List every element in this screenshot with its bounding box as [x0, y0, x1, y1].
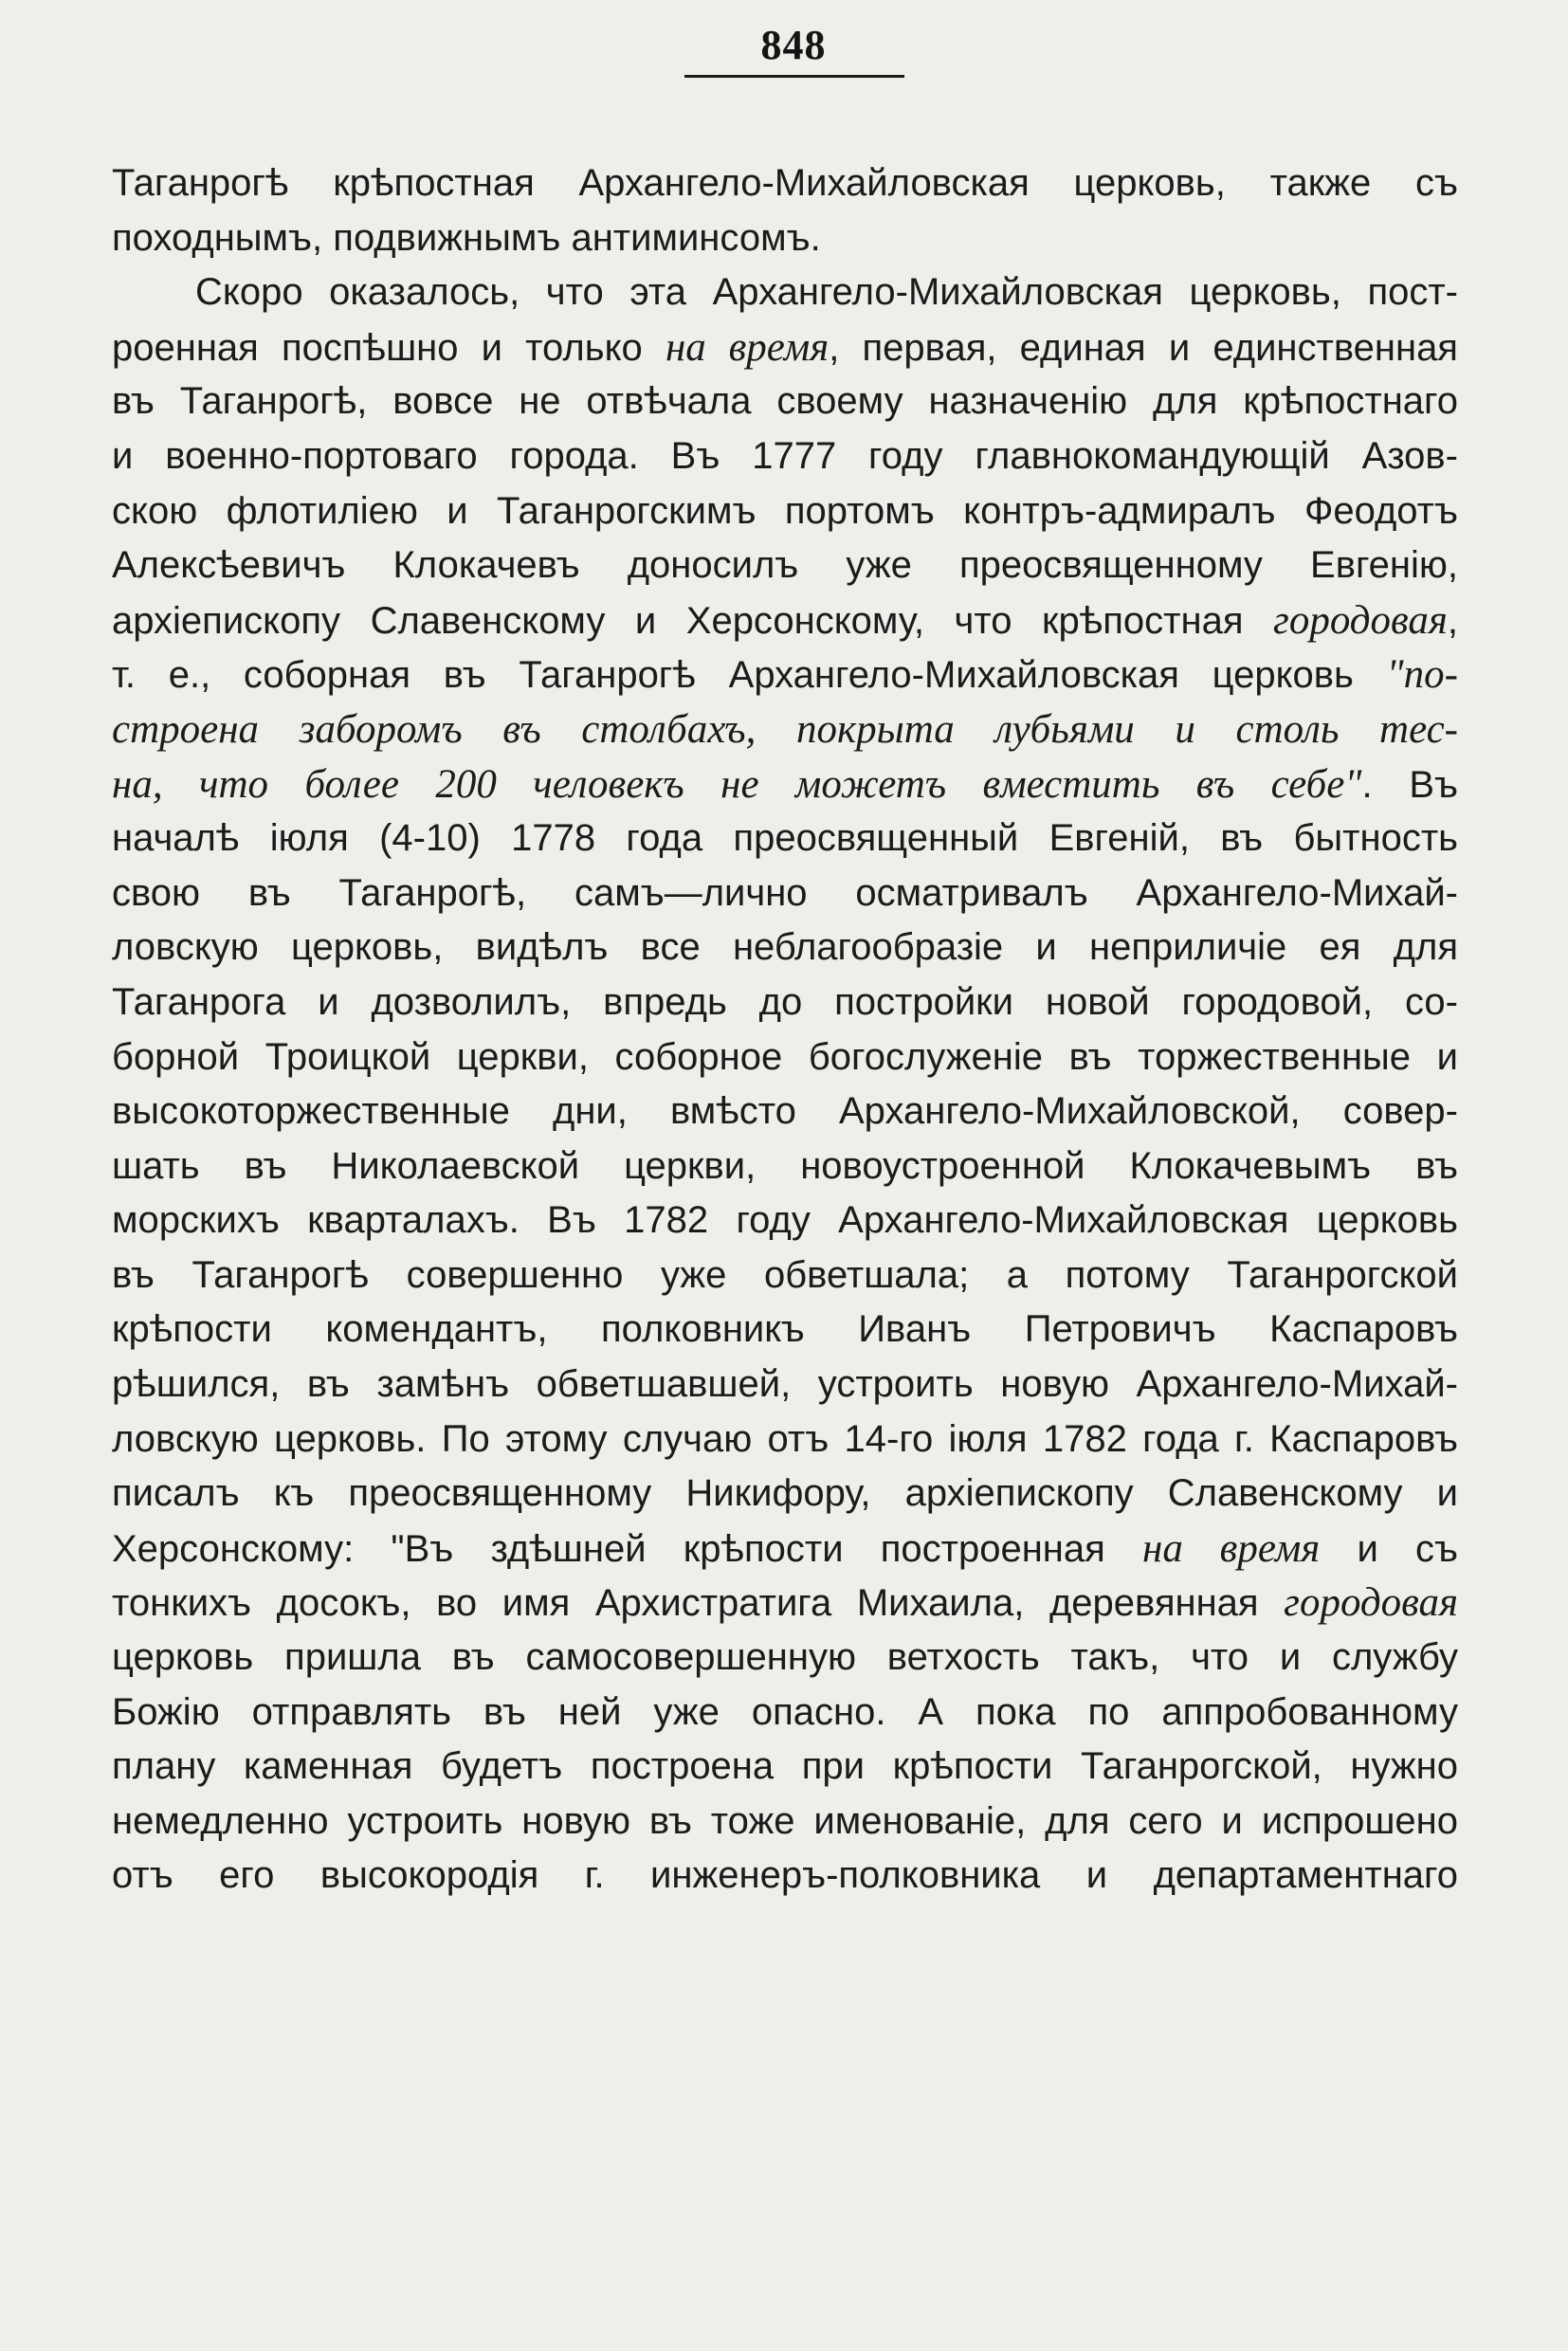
page-number: 848: [760, 22, 827, 68]
text-segment: крѣпости комендантъ, полковникъ Иванъ Петровичъ Каспаровъ: [112, 1308, 1458, 1351]
text-segment: немедленно устроить новую въ тоже именованіе, для сего и испрошено: [112, 1799, 1458, 1842]
italic-text: на, что более 200 человекъ не можетъ вместить въ себе": [112, 761, 1362, 807]
text-segment: борной Троицкой церкви, соборное богослуженіе въ торжественные и: [112, 1035, 1458, 1078]
text-line: [112, 975, 1458, 1030]
text-line: [112, 429, 1458, 484]
text-segment: рѣшился, въ замѣнъ обветшавшей, устроить новую Архангело-Михай-: [112, 1363, 1458, 1406]
text-segment: и военно-портоваго города. Въ 1777 году главнокомандующій Азов-: [112, 434, 1458, 477]
text-segment: походнымъ, подвижнымъ антиминсомъ.: [112, 216, 821, 259]
text-segment: въ Таганрогѣ, вовсе не отвѣчала своему назначенію для крѣпостнаго: [112, 380, 1458, 423]
text-segment: Херсонскому: "Въ здѣшней крѣпости построенная: [112, 1527, 1142, 1570]
italic-text: "по-: [1386, 652, 1458, 698]
text-segment: Скоро оказалось, что эта Архангело-Михайловская церковь, пост-: [195, 271, 1458, 314]
text-line: [112, 1139, 1458, 1194]
text-segment: скою флотиліею и Таганрогскимъ портомъ контръ-адмиралъ Феодотъ: [112, 489, 1458, 532]
text-line: [112, 1631, 1458, 1686]
text-line: [112, 647, 1458, 702]
body-text: [112, 156, 1458, 1904]
text-line: [112, 156, 1458, 211]
text-segment: Алексѣевичъ Клокачевъ доносилъ уже преосвященному Евгенію,: [112, 544, 1458, 587]
italic-text: на время: [665, 324, 830, 370]
text-line: [112, 1795, 1458, 1850]
text-line: [112, 265, 1458, 320]
text-line: [112, 1849, 1458, 1904]
italic-text: городовая: [1284, 1580, 1458, 1626]
text-segment: и съ: [1320, 1527, 1458, 1570]
text-line: [112, 484, 1458, 539]
text-line: [112, 1030, 1458, 1085]
text-line: [112, 320, 1458, 375]
italic-text: на время: [1142, 1525, 1321, 1571]
text-segment: высокоторжественные дни, вмѣсто Архангело-Михайловской, совер-: [112, 1090, 1458, 1133]
text-line: [112, 1412, 1458, 1467]
text-segment: т. е., соборная въ Таганрогѣ Архангело-Михайловская церковь: [112, 654, 1387, 697]
text-segment: шать въ Николаевской церкви, новоустроенной Клокачевымъ въ: [112, 1144, 1458, 1187]
text-segment: Таганрога и дозволилъ, впредь до постройки новой городовой, со-: [112, 980, 1458, 1023]
text-segment: началѣ іюля (4-10) 1778 года преосвященный Евгеній, въ бытность: [112, 817, 1458, 860]
text-line: [112, 1303, 1458, 1358]
text-segment: , первая, единая и единственная: [829, 326, 1458, 369]
text-segment: отъ его высокородія г. инженеръ-полковника и департаментнаго: [112, 1854, 1458, 1897]
text-segment: плану каменная будетъ построена при крѣпости Таганрогской, нужно: [112, 1745, 1458, 1788]
text-line: [112, 1467, 1458, 1522]
text-line: [112, 702, 1458, 757]
text-line: [112, 1194, 1458, 1248]
text-line: [112, 1522, 1458, 1576]
italic-text: городовая: [1273, 597, 1448, 643]
text-line: [112, 1248, 1458, 1303]
text-line: [112, 593, 1458, 648]
text-line: [112, 866, 1458, 921]
text-line: [112, 920, 1458, 975]
text-line: [112, 374, 1458, 429]
text-segment: ловскую церковь, видѣлъ все неблагообразіе и неприличіе ея для: [112, 926, 1458, 969]
text-line: [112, 538, 1458, 593]
italic-text: строена заборомъ въ столбахъ, покрыта лубьями и столь тес-: [112, 706, 1458, 752]
text-line: [112, 1576, 1458, 1631]
text-line: [112, 757, 1458, 812]
text-segment: морскихъ кварталахъ. Въ 1782 году Архангело-Михайловская церковь: [112, 1199, 1458, 1242]
text-line: [112, 1686, 1458, 1740]
text-segment: церковь пришла въ самосовершенную ветхость такъ, что и службу: [112, 1636, 1458, 1679]
text-segment: роенная поспѣшно и только: [112, 326, 665, 369]
page-number-rule: [684, 75, 904, 78]
text-segment: архіепископу Славенскому и Херсонскому, что крѣпостная: [112, 599, 1274, 642]
text-segment: тонкихъ досокъ, во имя Архистратига Михаила, деревянная: [112, 1582, 1285, 1625]
text-line: [112, 1740, 1458, 1795]
text-segment: въ Таганрогѣ совершенно уже обветшала; а потому Таганрогской: [112, 1253, 1458, 1296]
text-segment: Божію отправлять въ ней уже опасно. А пока по аппробованному: [112, 1690, 1458, 1733]
text-line: [112, 811, 1458, 866]
text-line: [112, 1084, 1458, 1139]
text-line: [112, 1358, 1458, 1412]
text-segment: ловскую церковь. По этому случаю отъ 14-го іюля 1782 года г. Каспаровъ: [112, 1417, 1458, 1460]
text-line: [112, 211, 1458, 266]
text-segment: свою въ Таганрогѣ, самъ—лично осматривалъ Архангело-Михай-: [112, 871, 1458, 914]
text-segment: писалъ къ преосвященному Никифору, архіепископу Славенскому и: [112, 1472, 1458, 1515]
text-segment: Таганрогѣ крѣпостная Архангело-Михайловская церковь, также съ: [112, 162, 1458, 204]
text-segment: ,: [1447, 599, 1458, 642]
text-segment: . Въ: [1361, 763, 1458, 806]
